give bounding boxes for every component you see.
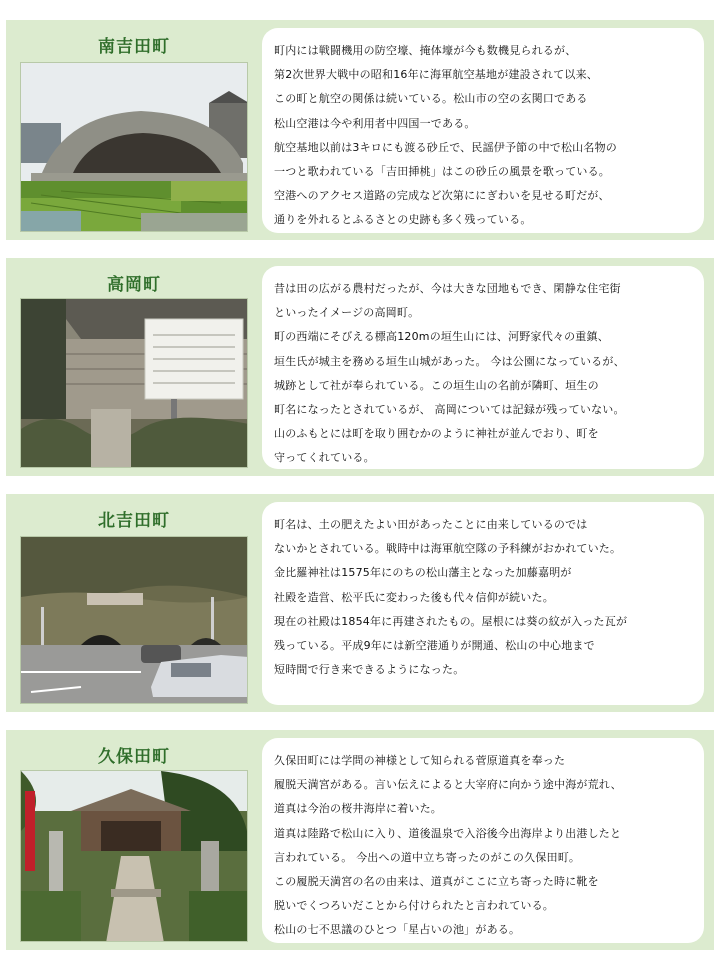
town-name: 南吉田町 [98, 37, 170, 57]
description-line: 垣生氏が城主を務める垣生山城があった。 今は公園になっているが、 [274, 354, 625, 368]
description-box [262, 502, 704, 705]
description-line: 空港へのアクセス道路の完成など次第ににぎわいを見せる町だが、 [274, 189, 610, 203]
town-name: 高岡町 [107, 275, 161, 295]
description-line: 町名は、土の肥えたよい田があったことに由来しているのでは [274, 518, 588, 531]
description-line: といったイメージの高岡町。 [274, 306, 420, 320]
description-line: 町名になったとされているが、 高岡については記録が残っていない。 [274, 403, 625, 417]
description-box [262, 28, 704, 233]
description-line: 町の西端にそびえる標高120mの垣生山には、河野家代々の重鎮、 [274, 330, 609, 344]
description-line: 脱いでくつろいだことから付けられたと言われている。 [274, 899, 554, 913]
description-line: ないかとされている。戦時中は海軍航空隊の予科練がおかれていた。 [274, 542, 622, 556]
description-line: 道真は今治の桜井海岸に着いた。 [274, 802, 442, 816]
tunnel-road-photo [20, 536, 248, 704]
description-line: 現在の社殿は1854年に再建されたもの。屋根には葵の紋が入った瓦が [274, 614, 628, 628]
description-box [262, 266, 704, 469]
description-box [262, 738, 704, 943]
description-line: 第2次世界大戦中の昭和16年に海軍航空基地が建設されて以来、 [274, 68, 598, 82]
town-name: 北吉田町 [98, 511, 170, 531]
description-line: この町と航空の関係は続いている。松山市の空の玄関口である [274, 92, 588, 106]
town-name: 久保田町 [98, 747, 170, 767]
description-line: 短時間で行き来できるようになった。 [274, 663, 465, 677]
description-line: 残っている。平成9年には新空港通りが開通、松山の中心地まで [274, 639, 595, 653]
description-line: 社殿を造営、松平氏に変わった後も代々信仰が続いた。 [274, 590, 554, 604]
description-line: 松山空港は今や利用者中四国一である。 [274, 116, 476, 130]
description-line: 金比羅神社は1575年にのちの松山藩主となった加藤嘉明が [274, 566, 572, 580]
description-line: 道真は陸路で松山に入り、道後温泉で入浴後今出海岸より出港したと [274, 826, 622, 840]
description-line: 言われている。 今出への道中立ち寄ったのがこの久保田町。 [274, 850, 581, 864]
town-section-minami-yoshida [6, 20, 714, 240]
description-line: 松山の七不思議のひとつ「星占いの池」がある。 [274, 923, 521, 937]
description-line: 通りを外れるとふるさとの史跡も多く残っている。 [274, 213, 532, 227]
description-line: この履脱天満宮の名の由来は、道真がここに立ち寄った時に靴を [274, 875, 599, 889]
description-line: 守ってくれている。 [274, 451, 375, 465]
description-line: 久保田町には学問の神様として知られる菅原道真を奉った [274, 754, 566, 767]
description-line: 城跡として社が奉られている。この垣生山の名前が隣町、垣生の [274, 378, 599, 392]
description-line: 航空基地以前は3キロにも渡る砂丘で、民謡伊予節の中で松山名物の [274, 140, 617, 154]
description-line: 履脱天満宮がある。言い伝えによると大宰府に向かう途中海が荒れ、 [274, 778, 622, 792]
description-line: 町内には戦闘機用の防空壕、掩体壕が今も数機見られるが、 [274, 44, 577, 57]
description-line: 昔は田の広がる農村だったが、今は大きな団地もでき、閑静な住宅街 [274, 282, 621, 295]
town-section-kubota [6, 730, 714, 950]
town-section-kita-yoshida [6, 494, 714, 712]
town-section-takaoka [6, 258, 714, 476]
tenmangu-shrine-photo [20, 770, 248, 942]
description-line: 一つと歌われている「吉田挿桃」はこの砂丘の風景を歌っている。 [274, 165, 610, 179]
shrine-signboard-photo [20, 298, 248, 468]
description-line: 山のふもとには町を取り囲むかのように神社が並んでおり、町を [274, 427, 599, 441]
airplane-bunker-photo [20, 62, 248, 232]
